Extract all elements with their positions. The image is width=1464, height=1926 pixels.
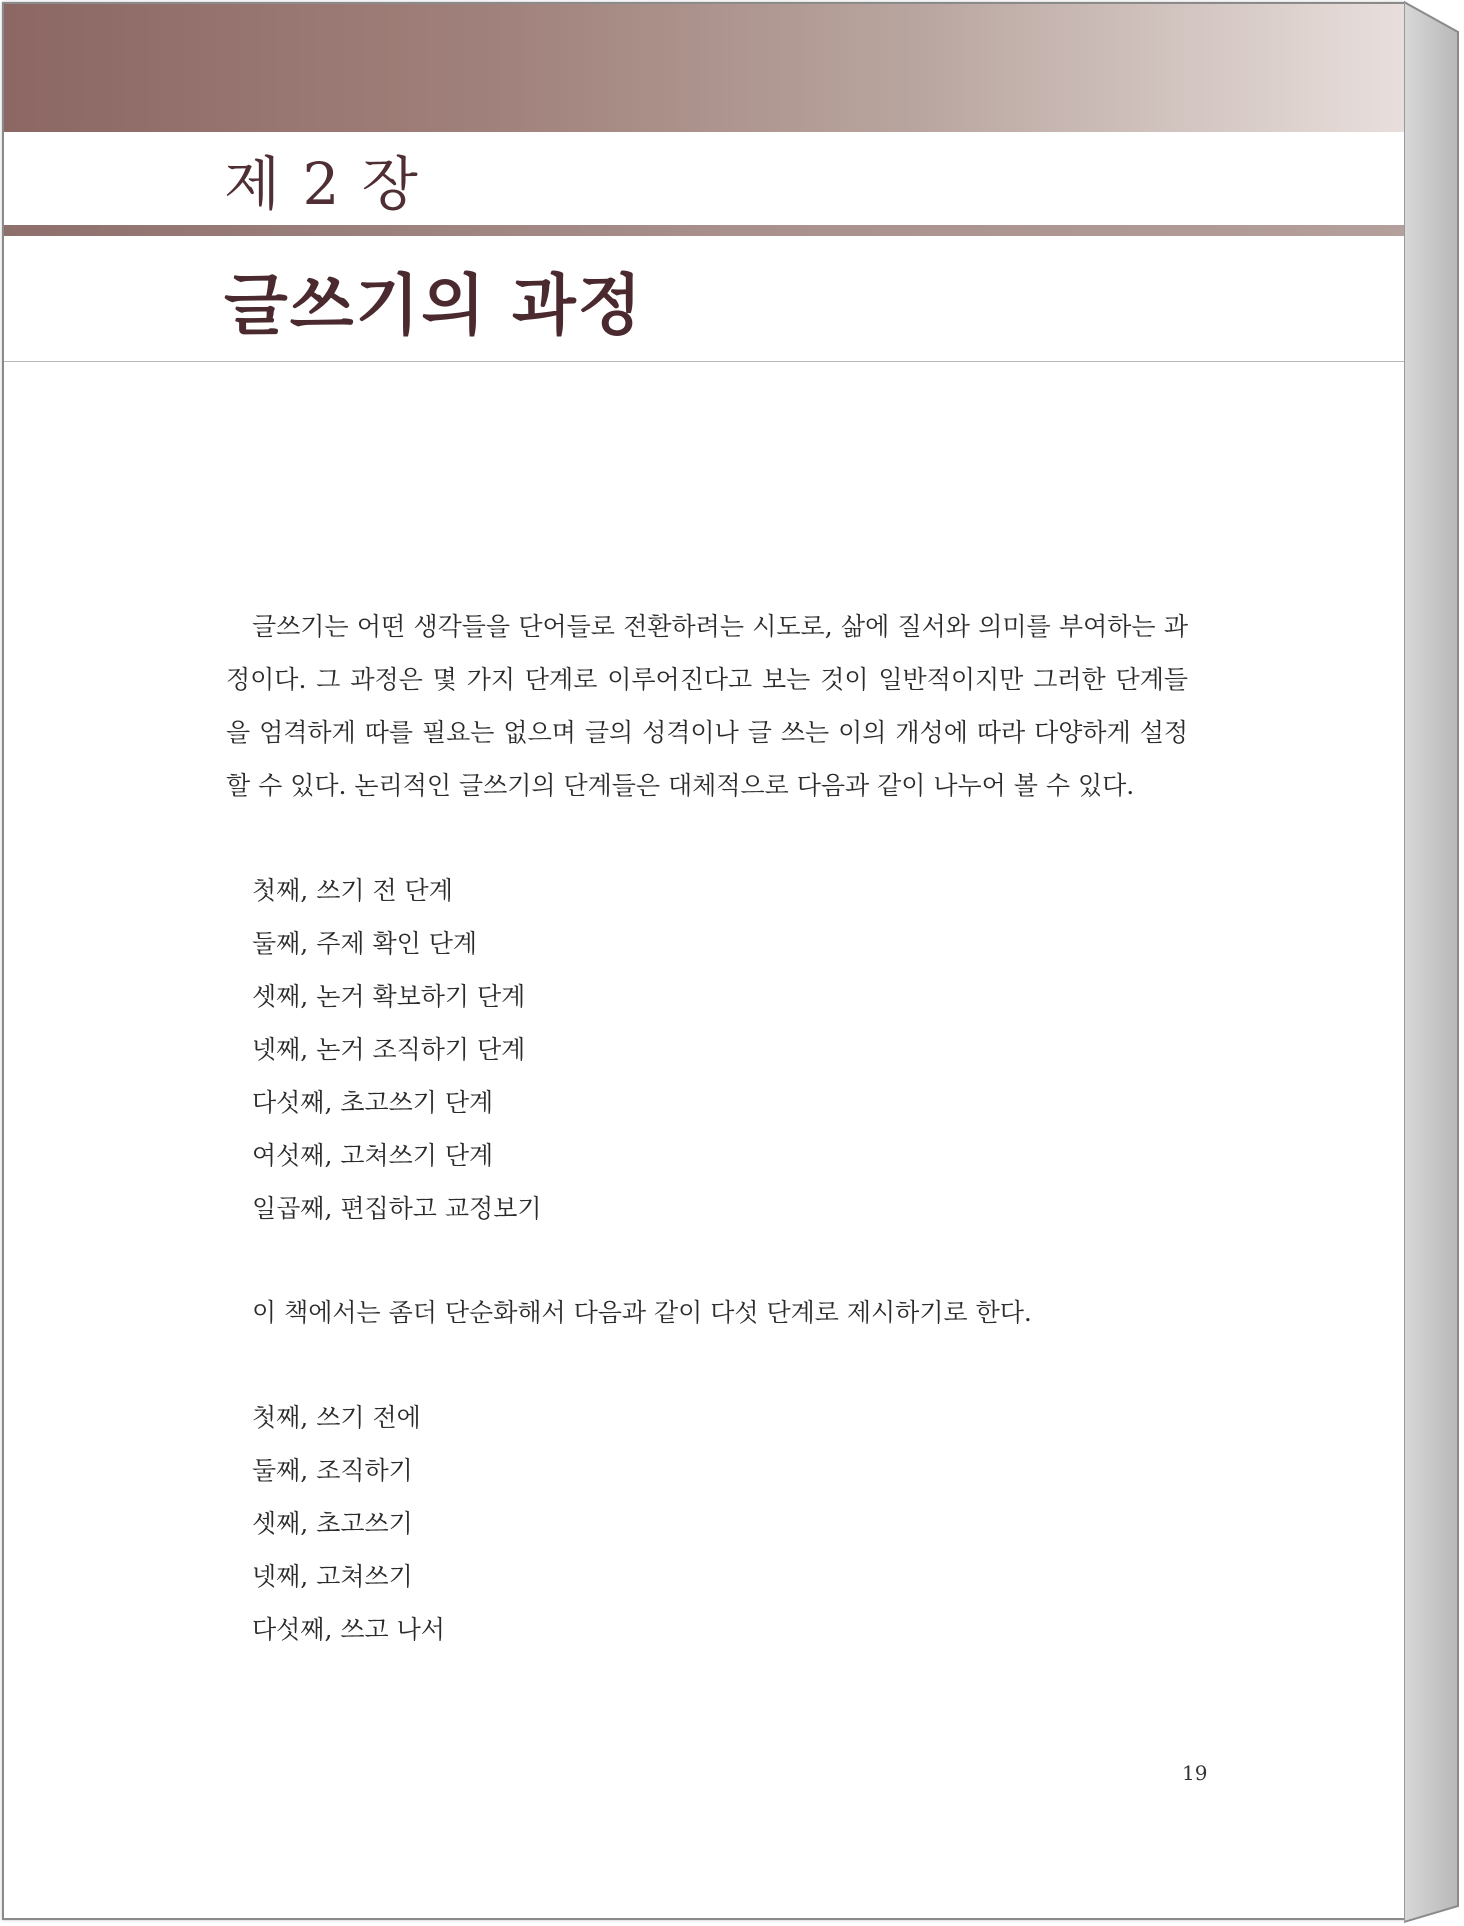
list-item: 둘째, 주제 확인 단계 [252,929,477,958]
chapter-number: 제 2 장 [224,150,420,218]
list-item: 둘째, 조직하기 [252,1456,413,1485]
intro-paragraph: 글쓰기는 어떤 생각들을 단어들로 전환하려는 시도로, 삶에 질서와 의미를 부여하는 과정이다. 그 과정은 몇 가지 단계로 이루어진다고 보는 것이 일반적이지만 그러한 단계들을 엄격하게 따를 필요는 없으며 글의 성격이나 글 쓰는 이의 개성에 따라 다양하게 설정할 수 있다. 논리적인 글쓰기의 단계들은 대체적으로 다음과 같이 나누어 볼 수 있다. [226,612,1188,800]
steps-full-list [252,864,542,1235]
list-item: 셋째, 초고쓰기 [252,1509,413,1538]
chapter-rule [4,225,1406,236]
book-page-edge [1404,0,1464,1926]
page-number: 19 [1182,1761,1208,1785]
list-item: 넷째, 논거 조직하기 단계 [252,1035,526,1064]
steps-simple-list [252,1391,445,1656]
book-page [2,2,1406,1920]
title-divider [4,361,1406,362]
list-item: 첫째, 쓰기 전 단계 [252,876,453,905]
list-item: 일곱째, 편집하고 교정보기 [252,1194,542,1223]
list-item: 여섯째, 고쳐쓰기 단계 [252,1141,494,1170]
list-item: 첫째, 쓰기 전에 [252,1403,421,1432]
header-band [4,4,1406,132]
middle-paragraph: 이 책에서는 좀더 단순화해서 다음과 같이 다섯 단계로 제시하기로 한다. [252,1298,1032,1327]
list-item: 다섯째, 쓰고 나서 [252,1615,445,1644]
list-item: 셋째, 논거 확보하기 단계 [252,982,526,1011]
list-item: 넷째, 고쳐쓰기 [252,1562,413,1591]
list-item: 다섯째, 초고쓰기 단계 [252,1088,494,1117]
chapter-title: 글쓰기의 과정 [224,266,644,344]
